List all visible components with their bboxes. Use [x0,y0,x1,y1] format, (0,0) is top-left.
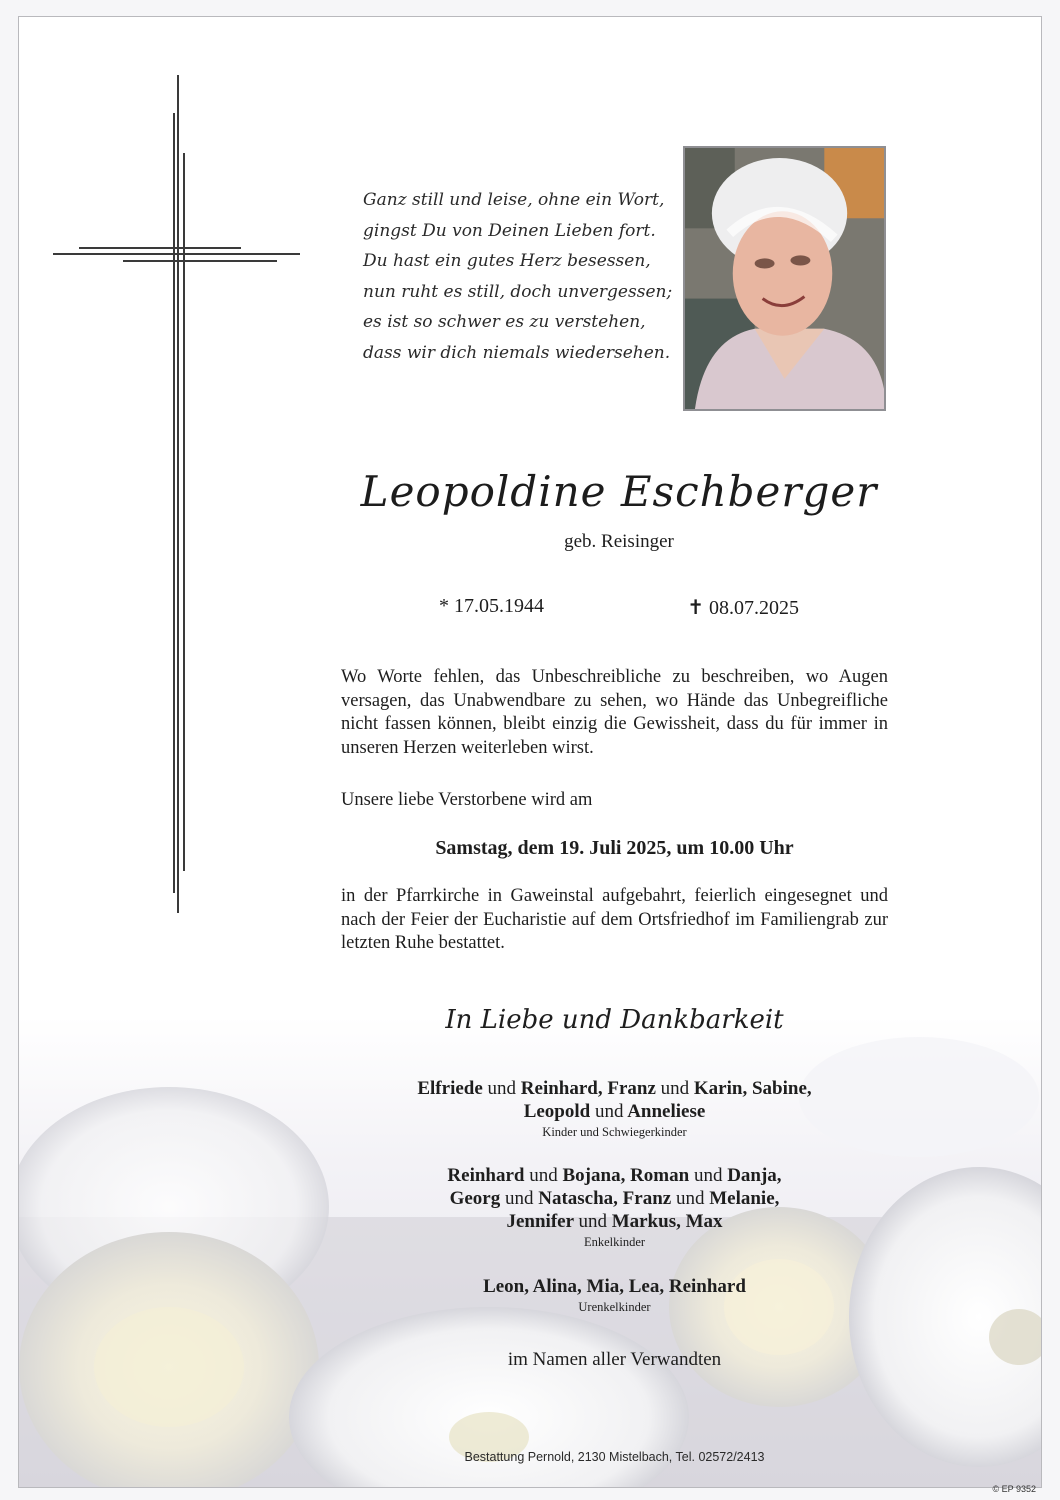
deceased-name: Leopoldine Eschberger [360,467,878,516]
mourner-line: Reinhard und Bojana, Roman und Danja, [447,1165,782,1186]
thanks-heading: In Liebe und Dankbarkeit [445,1005,784,1035]
funeral-home-footer: Bestattung Pernold, 2130 Mistelbach, Tel. 02572/2413 [464,1450,765,1464]
mourner-line: Leon, Alina, Mia, Lea, Reinhard [483,1276,746,1297]
poem-line: nun ruht es still, doch unvergessen; [363,281,673,302]
document-code: © EP 9352 [992,1484,1036,1494]
birth-date: * 17.05.1944 [439,595,544,617]
poem [363,185,673,368]
portrait-image [685,148,884,409]
mourner-role: Kinder und Schwiegerkinder [542,1125,687,1139]
tribute-text: Wo Worte fehlen, das Unbeschreibliche zu beschreiben, wo Augen versagen, das Unabwendbare zu sehen, wo Hände das Unbegreifliche nicht fassen können, bleibt einzig die Gewissheit, dass du für immer in unseren Herzen weiterleben wirst. [341,667,888,758]
service-date: Samstag, dem 19. Juli 2025, um 10.00 Uhr [435,837,794,859]
mourner-line: Jennifer und Markus, Max [506,1211,723,1232]
mourners-great-grandchildren [341,1275,888,1316]
mourners-grandchildren [341,1164,888,1251]
life-dates [439,595,799,620]
poem-line: es ist so schwer es zu verstehen, [363,312,646,332]
portrait-photo [683,146,886,411]
death-date: ✝ 08.07.2025 [687,597,799,619]
mourner-line: Elfriede und Reinhard, Franz und Karin, Sabine, [417,1078,812,1099]
maiden-name: geb. Reisinger [564,531,674,552]
poem-line: Du hast ein gutes Herz besessen, [363,251,651,271]
on-behalf-text: im Namen aller Verwandten [507,1349,722,1370]
service-details: in der Pfarrkirche in Gaweinstal aufgebahrt, feierlich eingesegnet und nach der Feier der Eucharistie auf dem Ortsfriedhof im Familiengrab zur letzten Ruhe bestattet. [341,886,888,953]
announcement-intro: Unsere liebe Verstorbene wird am [341,790,593,810]
mourner-line: Georg und Natascha, Franz und Melanie, [449,1188,780,1209]
mourners-children [341,1077,888,1141]
mourner-line: Leopold und Anneliese [523,1101,706,1122]
poem-line: dass wir dich niemals wiedersehen. [363,342,671,363]
poem-line: Ganz still und leise, ohne ein Wort, [363,190,665,210]
poem-line: gingst Du von Deinen Lieben fort. [363,220,656,241]
mourner-role: Urenkelkinder [578,1300,651,1314]
mourner-role: Enkelkinder [583,1235,646,1249]
obituary-sheet [18,16,1042,1488]
